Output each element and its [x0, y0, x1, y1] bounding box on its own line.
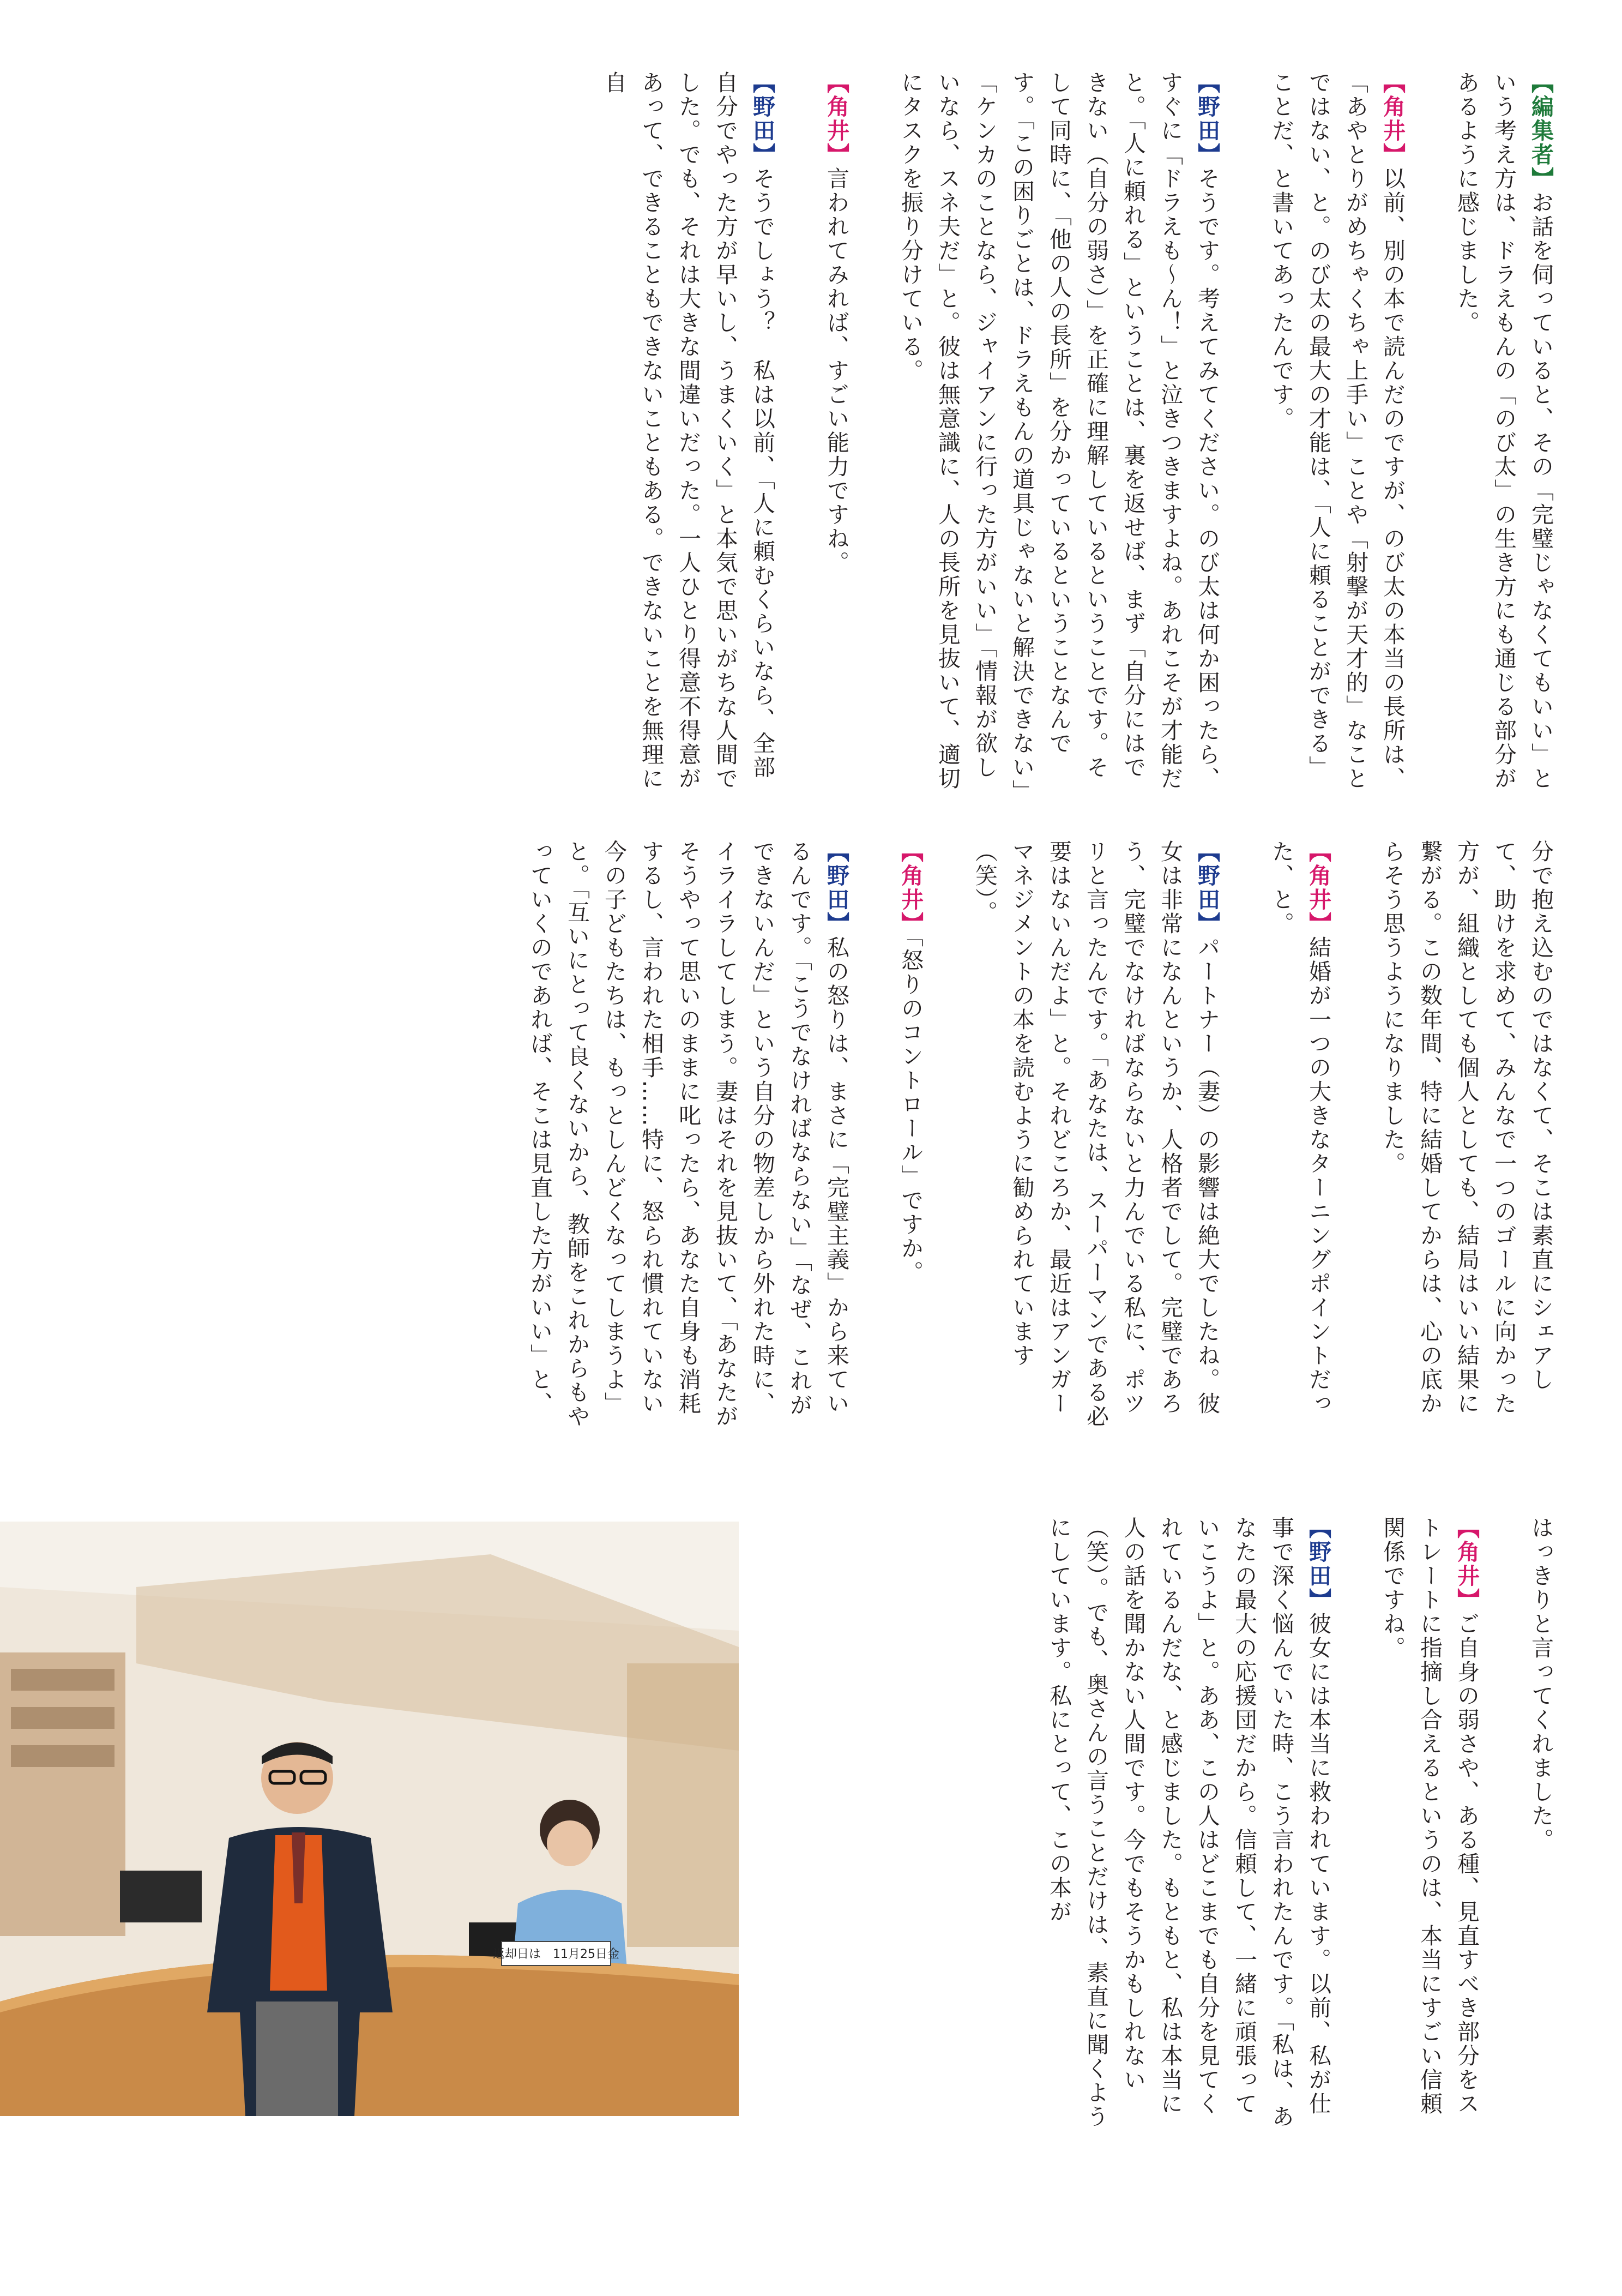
speaker-label: 【角井】	[823, 71, 849, 167]
paragraph-text: お話を伺っていると、その「完璧じゃなくてもいい」という考え方は、ドラえもんの「のび太」の生き方にも通じる部分があるように感じました。	[1454, 71, 1554, 791]
bottom-text-block	[818, 1516, 1559, 2132]
speaker-label: 【野田】	[823, 840, 849, 936]
paragraph-text: パートナー（妻）の影響は絶大でしたね。彼女は非常になんというか、人格者でして。完璧であろう、完璧でなければならないと力んでいる私に、ポツリと言ったんです。「あなたは、スーパーマンである必要はないんだよ」と。それどころか、最近はアンガーマネジメントの本を読むように勧められています（笑）。	[972, 840, 1220, 1429]
paragraph-tsunoi-3	[1263, 840, 1337, 1434]
paragraph-tsunoi-2	[818, 71, 855, 796]
paragraph-noda-2	[595, 71, 781, 796]
paragraph-continued	[1374, 840, 1559, 1434]
paragraph-text: 結婚が一つの大きなターニングポイントだった、と。	[1268, 840, 1331, 1416]
paragraph-noda-3	[966, 840, 1226, 1434]
speaker-label: 【角井】	[1305, 840, 1331, 936]
paragraph-continued-2	[1522, 1516, 1559, 2132]
speaker-label: 【野田】	[749, 71, 775, 167]
paragraph-noda-1	[892, 71, 1226, 796]
library-photo	[0, 1522, 739, 2116]
paragraph-text: 私の怒りは、まさに「完璧主義」から来ているんです。「こうでなければならない」「なぜ、これができないんだ」という自分の物差しから外れた時に、イライラしてしまう。妻はそれを見抜いて、「あなたがそうやって思いのままに叱ったら、あなた自身も消耗するし、言われた相手……特に、怒られ慣れていない今の子どもたちは、もっとしんどくなってしまうよ」と。「互いにとって良くないから、教師をこれからもやっていくのであれば、そこは見直した方がいい」と、	[527, 840, 849, 1429]
speaker-label: 【角井】	[897, 840, 924, 936]
middle-text-block	[196, 840, 1559, 1434]
paragraph-editor-1	[1448, 71, 1559, 796]
paragraph-tsunoi-1	[1263, 71, 1411, 796]
speaker-label: 【野田】	[1305, 1516, 1331, 1612]
paragraph-tsunoi-5	[1374, 1516, 1485, 2132]
paragraph-text: そうです。考えてみてください。のび太は何か困ったら、すぐに「ドラえも〜ん！」と泣きつきますよね。あれこそが才能だと。「人に頼れる」ということは、裏を返せば、まず「自分にはできない（自分の弱さ）」を正確に理解しているということです。そして同時に、「他の人の長所」を分かっているということなんです。「この困りごとは、ドラえもんの道具じゃないと解決できない」「ケンカのことなら、ジャイアンに行った方がいい」「情報が欲しいなら、スネ夫だ」と。彼は無意識に、人の長所を見抜いて、適切にタスクを振り分けている。	[897, 71, 1220, 792]
speaker-label: 【野田】	[1194, 840, 1220, 936]
paragraph-text: そうでしょう？ 私は以前、「人に頼むくらいなら、全部自分でやった方が早いし、うまくいく」と本気で思いがちな人間でした。でも、それは大きな間違いだった。一人ひとり得意不得意があって、できることもできないこともある。できないことを無理に自	[601, 71, 775, 791]
return-date-sign: 返却日は 11月25日金	[493, 1948, 619, 1961]
speaker-label: 【角井】	[1379, 71, 1406, 167]
paragraph-text: ご自身の弱さや、ある種、見直すべき部分をストレートに指摘し合えるというのは、本当にすごい信頼関係ですね。	[1379, 1516, 1480, 2116]
speaker-label: 【編集者】	[1528, 71, 1554, 191]
paragraph-text: 「怒りのコントロール」ですか。	[897, 936, 924, 1285]
paragraph-tsunoi-4	[892, 840, 929, 1434]
photo-illustration	[0, 1522, 739, 2116]
paragraph-text: 以前、別の本で読んだのですが、のび太の本当の長所は、「あやとりがめちゃくちゃ上手い」ことや「射撃が天才的」なことではない、と。のび太の最大の才能は、「人に頼ることができる」ことだ、と書いてあったんです。	[1268, 71, 1406, 791]
speaker-label: 【角井】	[1454, 1516, 1480, 1612]
paragraph-noda-4	[521, 840, 855, 1434]
paragraph-text: 分で抱え込むのではなくて、そこは素直にシェアして、助けを求めて、みんなで一つのゴールに向かった方が、組織としても個人としても、結局はいい結果に繋がる。この数年間、特に結婚してからは、心の底からそう思うようになりました。	[1379, 840, 1554, 1416]
top-text-block	[196, 71, 1559, 796]
speaker-label: 【野田】	[1194, 71, 1220, 167]
paragraph-noda-5	[1040, 1516, 1337, 2132]
paragraph-text: 彼女には本当に救われています。以前、私が仕事で深く悩んでいた時、こう言われたんです。「私は、あなたの最大の応援団だから。信頼して、一緒に頑張っていこうよ」と。ああ、この人はどこまでも自分を見てくれているんだな、と感じました。もともと、私は本当に人の話を聞かない人間です。今でもそうかもしれない（笑）。でも、奥さんの言うことだけは、素直に聞くようにしています。私にとって、この本が	[1046, 1516, 1331, 2129]
paragraph-text: はっきりと言ってくれました。	[1528, 1516, 1554, 1852]
paragraph-text: 言われてみれば、すごい能力ですね。	[823, 167, 849, 575]
